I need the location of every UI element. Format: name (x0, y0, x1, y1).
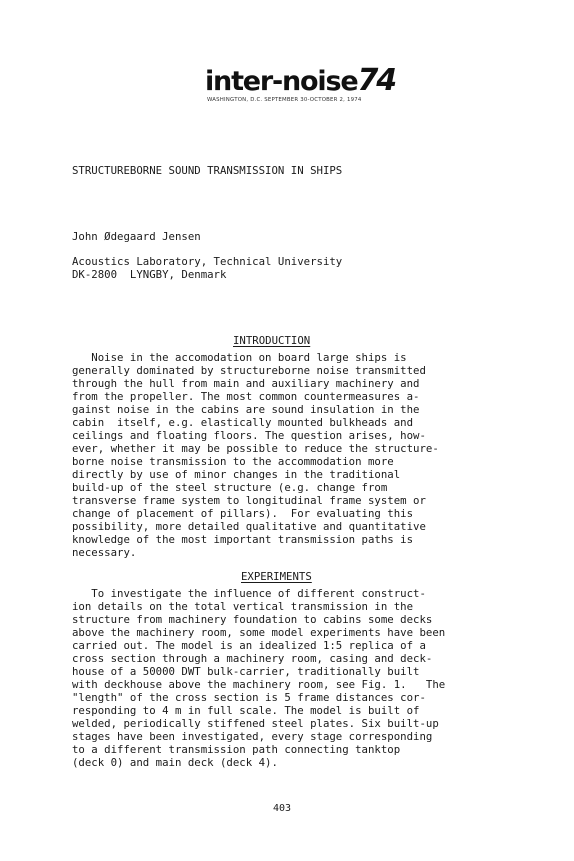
text-line: ever, whether it may be possible to reduce the structure- (72, 442, 439, 455)
text-line: structure from machinery foundation to cabins some decks (72, 613, 433, 626)
introduction-heading: INTRODUCTION (233, 334, 311, 347)
text-line: ion details on the total vertical transmission in the (72, 600, 414, 613)
author-name: John Ødegaard Jensen (72, 230, 201, 243)
text-line: carried out. The model is an idealized 1:5 replica of a (72, 639, 426, 652)
text-line: borne noise transmission to the accommodation more (72, 455, 394, 468)
logo-subtitle: WASHINGTON, D.C. SEPTEMBER 30-OCTOBER 2, 1974 (207, 97, 362, 103)
logo-year-text: 74 (357, 63, 396, 98)
logo-main-text: inter-noise (205, 66, 358, 97)
affiliation-line-2: DK-2800 LYNGBY, Denmark (72, 268, 227, 281)
text-line: (deck 0) and main deck (deck 4). (72, 756, 278, 769)
text-line: stages have been investigated, every stage corresponding (72, 730, 433, 743)
paper-title: STRUCTUREBORNE SOUND TRANSMISSION IN SHIPS (72, 164, 343, 177)
text-line: directly by use of minor changes in the traditional (72, 468, 401, 481)
text-line: above the machinery room, some model experiments have been (72, 626, 446, 639)
text-line: To investigate the influence of different construct- (72, 587, 426, 600)
text-line: knowledge of the most important transmission paths is (72, 533, 414, 546)
text-line: gainst noise in the cabins are sound insulation in the (72, 403, 420, 416)
text-line: with deckhouse above the machinery room, see Fig. 1. The (72, 678, 446, 691)
text-line: welded, periodically stiffened steel plates. Six built-up (72, 717, 439, 730)
introduction-paragraph (72, 351, 504, 559)
text-line: Noise in the accomodation on board large ships is (72, 351, 407, 364)
text-line: generally dominated by structureborne noise transmitted (72, 364, 426, 377)
text-line: cross section through a machinery room, casing and deck- (72, 652, 433, 665)
text-line: cabin itself, e.g. elastically mounted bulkheads and (72, 416, 414, 429)
text-line: "length" of the cross section is 5 frame distances cor- (72, 691, 426, 704)
text-line: change of placement of pillars). For evaluating this (72, 507, 414, 520)
text-line: necessary. (72, 546, 137, 559)
experiments-heading: EXPERIMENTS (241, 570, 312, 583)
logo-wordmark (205, 63, 396, 98)
text-line: ceilings and floating floors. The question arises, how- (72, 429, 426, 442)
text-line: responding to 4 m in full scale. The model is built of (72, 704, 420, 717)
conference-logo (205, 63, 396, 110)
affiliation-line-1: Acoustics Laboratory, Technical University (72, 255, 343, 268)
text-line: transverse frame system to longitudinal frame system or (72, 494, 426, 507)
text-line: build-up of the steel structure (e.g. change from (72, 481, 388, 494)
text-line: house of a 50000 DWT bulk-carrier, traditionally built (72, 665, 420, 678)
page-number: 403 (273, 803, 292, 814)
text-line: through the hull from main and auxiliary machinery and (72, 377, 420, 390)
text-line: possibility, more detailed qualitative and quantitative (72, 520, 426, 533)
text-line: from the propeller. The most common countermeasures a- (72, 390, 420, 403)
text-line: to a different transmission path connecting tanktop (72, 743, 401, 756)
experiments-paragraph (72, 587, 504, 769)
